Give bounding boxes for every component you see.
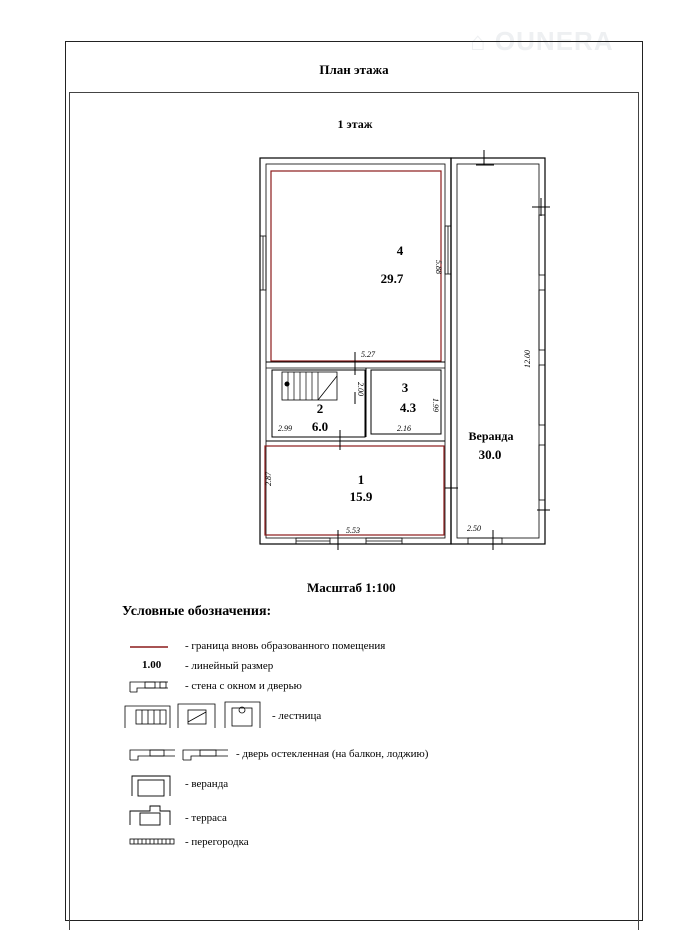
watermark-logo: ⌂ OUNERA [470, 26, 614, 56]
legend-sample-value: 1.00 [142, 659, 162, 671]
legend-stairs-text: - лестница [272, 710, 322, 722]
veranda-name: Веранда [468, 429, 514, 443]
legend-wall-symbol [130, 682, 168, 692]
legend-partition-text: - перегородка [185, 836, 249, 848]
legend-title: Условные обозначения: [122, 604, 272, 619]
room-4-number: 4 [396, 243, 404, 258]
legend-terrace-symbol [130, 806, 170, 825]
dim-label: 2.16 [397, 424, 411, 433]
legend-veranda-symbol [132, 776, 170, 796]
dim-label: 2.87 [264, 472, 273, 486]
dim-label: 5.88 [434, 260, 443, 274]
scale-label: Масштаб 1:100 [307, 580, 396, 595]
legend-linear-text: - линейный размер [185, 660, 274, 672]
house-outer-wall [260, 158, 451, 544]
room-4-area: 29.7 [380, 271, 404, 286]
dim-label: 2.50 [467, 524, 481, 533]
room-2-number: 2 [316, 401, 324, 416]
room-3-number: 3 [401, 380, 409, 395]
legend-wall-text: - стена с окном и дверью [185, 680, 302, 692]
page-title: План этажа [319, 62, 389, 77]
dim-label: 2.99 [278, 424, 292, 433]
dim-label: 1.99 [431, 398, 440, 412]
legend-veranda-text: - веранда [185, 778, 229, 790]
house-inner-wall [266, 164, 445, 538]
room-1-number: 1 [357, 472, 365, 487]
stairs-symbol [282, 372, 337, 400]
dim-label: 5.53 [346, 526, 360, 535]
legend-glazed-door-symbol [130, 750, 228, 760]
room-1-area: 15.9 [349, 489, 373, 504]
room-4-boundary [271, 171, 441, 361]
legend-glazed-door-text: - дверь остекленная (на балкон, лоджию) [236, 748, 429, 760]
floor-label: 1 этаж [337, 117, 373, 131]
room-3-area: 4.3 [399, 400, 417, 415]
room-2-area: 6.0 [311, 419, 329, 434]
dim-label: 5.27 [361, 350, 375, 359]
veranda-area: 30.0 [478, 447, 502, 462]
legend-partition-symbol [130, 839, 174, 844]
legend-terrace-text: - терраса [185, 812, 227, 824]
dim-label: 2.00 [356, 382, 365, 396]
legend-stairs-symbol [125, 702, 260, 728]
legend-boundary-text: - граница вновь образованного помещения [185, 640, 386, 652]
dim-label: 12.00 [523, 350, 532, 368]
